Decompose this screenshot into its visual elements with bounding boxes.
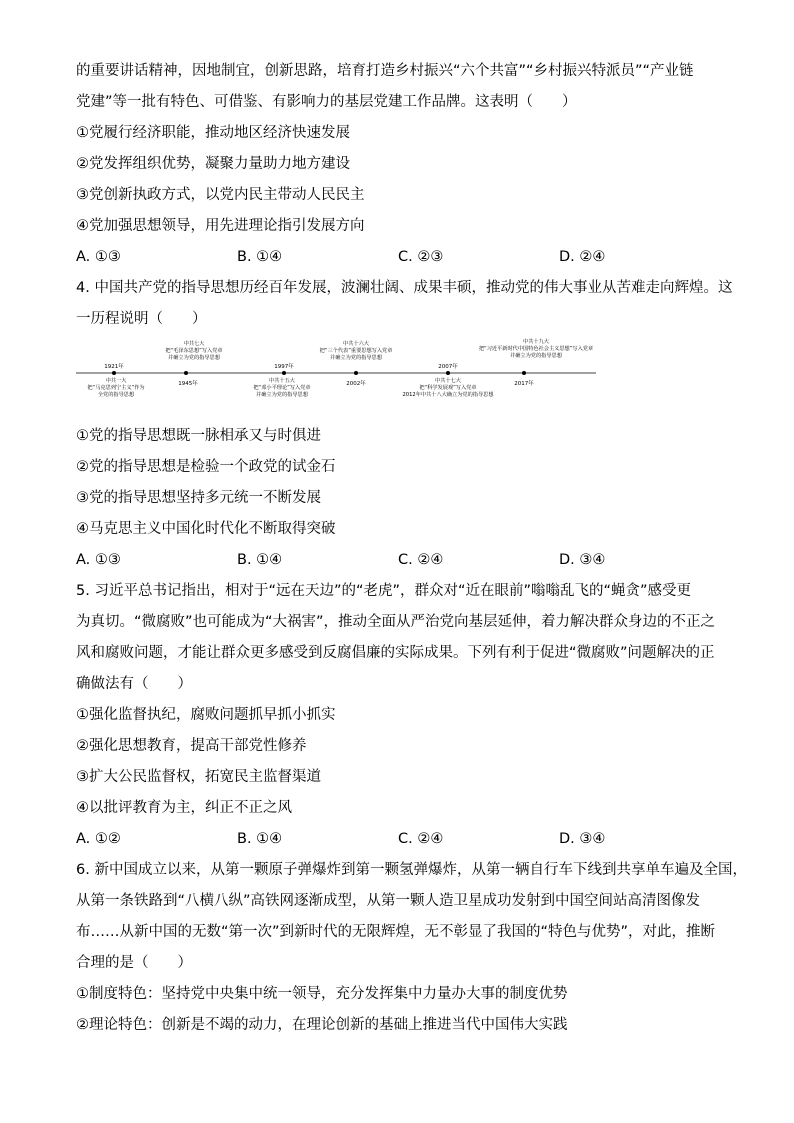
- question-6: [76, 855, 747, 1041]
- question-6-stem-line-2: 从第一条铁路到“八横八纵”高铁网逐渐成型，从第一颗人造卫星成功发射到中国空间站高清图像发: [76, 893, 701, 909]
- event-title: 中共十五大: [269, 378, 295, 384]
- event-desc: 把“科学发展观”写入党章 2012年中共十八大确立为党的指导思想: [402, 385, 494, 398]
- question-4-item-2: ②党的指导思想是检验一个政党的试金石: [76, 459, 336, 475]
- event-title: 中共七大: [183, 341, 205, 347]
- question-3-item-4: ④党加强思想领导，用先进理论指引发展方向: [76, 218, 365, 234]
- question-4-stem-line-2: 一历程说明（ ）: [76, 311, 207, 327]
- option-b[interactable]: B. ①④: [237, 249, 283, 265]
- question-3-item-2: ②党发挥组织优势，凝聚力量助力地方建设: [76, 156, 350, 172]
- option-d[interactable]: D. ②④: [559, 249, 606, 265]
- question-4-item-4: ④马克思主义中国化时代化不断取得突破: [76, 521, 336, 537]
- option-a[interactable]: A. ①③: [76, 552, 121, 568]
- question-3-item-3: ③党创新执政方式，以党内民主带动人民民主: [76, 187, 365, 203]
- question-6-stem-line-1: 6. 新中国成立以来，从第一颗原子弹爆炸到第一颗氢弹爆炸，从第一辆自行车下线到共享单车遍及全国，: [76, 862, 747, 878]
- timeline-event-15th-congress: [253, 378, 310, 399]
- question-5-item-3: ③扩大公民监督权，拓宽民主监督渠道: [76, 769, 321, 785]
- event-title: 中共一大: [105, 378, 127, 384]
- option-a[interactable]: A. ①②: [76, 831, 121, 847]
- option-a[interactable]: A. ①③: [76, 249, 121, 265]
- timeline-event-19th-congress: [479, 339, 593, 360]
- question-5: [76, 576, 726, 855]
- question-4-options: [76, 545, 726, 576]
- party-ideology-timeline: [76, 337, 636, 417]
- timeline-dot-2017: [522, 371, 526, 375]
- timeline-event-7th-congress: [165, 341, 222, 362]
- question-4: [76, 273, 733, 576]
- question-3-options: [76, 242, 726, 273]
- option-d[interactable]: D. ③④: [559, 552, 606, 568]
- timeline-year-2002: 2002年: [346, 381, 366, 387]
- timeline-dot-2007: [446, 371, 450, 375]
- question-4-stem-line-1: 4. 中国共产党的指导思想历经百年发展，波澜壮阔、成果丰硕，推动党的伟大事业从苦难走向辉煌。这: [76, 280, 733, 296]
- event-desc: 把“毛泽东思想”写入党章 并确立为党的指导思想: [165, 348, 223, 361]
- event-desc: 把“邓小平理论”写入党章 并确立为党的指导思想: [253, 385, 311, 398]
- question-3-stem-line-1: 的重要讲话精神，因地制宜，创新思路，培育打造乡村振兴“六个共富”“乡村振兴特派员”“产业链: [76, 63, 694, 79]
- option-c[interactable]: C. ②④: [398, 552, 444, 568]
- question-6-item-1: ①制度特色：坚持党中央集中统一领导，充分发挥集中力量办大事的制度优势: [76, 986, 568, 1002]
- timeline-year-1997: 1997年: [274, 364, 294, 370]
- question-5-stem-line-4: 确做法有（ ）: [76, 676, 192, 692]
- event-desc: 把“三个代表”重要思想写入党章 并确立为党的指导思想: [319, 348, 393, 361]
- event-desc: 把“马克思列宁主义”作为 全党的指导思想: [87, 385, 145, 398]
- timeline-dot-1945: [184, 371, 188, 375]
- timeline-year-2017: 2017年: [514, 381, 534, 387]
- question-6-stem-line-4: 合理的是（ ）: [76, 955, 192, 971]
- option-b[interactable]: B. ①④: [237, 831, 283, 847]
- timeline-year-2007: 2007年: [438, 364, 458, 370]
- option-d[interactable]: D. ③④: [559, 831, 606, 847]
- option-c[interactable]: C. ②④: [398, 831, 444, 847]
- question-5-item-1: ①强化监督执纪，腐败问题抓早抓小抓实: [76, 707, 336, 723]
- option-c[interactable]: C. ②③: [398, 249, 444, 265]
- timeline-dot-2002: [354, 371, 358, 375]
- question-6-item-2: ②理论特色：创新是不竭的动力，在理论创新的基础上推进当代中国伟大实践: [76, 1017, 568, 1033]
- question-3-item-1: ①党履行经济职能，推动地区经济快速发展: [76, 125, 350, 141]
- question-3-stem-line-2: 党建”等一批有特色、可借鉴、有影响力的基层党建工作品牌。这表明（ ）: [76, 94, 577, 110]
- timeline-event-1st-congress: [87, 378, 144, 399]
- exam-page: [76, 56, 747, 1041]
- timeline-year-1921: 1921年: [104, 364, 124, 370]
- question-4-item-3: ③党的指导思想坚持多元统一不断发展: [76, 490, 321, 506]
- timeline-dot-1921: [112, 371, 116, 375]
- question-5-item-4: ④以批评教育为主，纠正不正之风: [76, 800, 292, 816]
- question-5-item-2: ②强化思想教育，提高干部党性修养: [76, 738, 307, 754]
- timeline-year-1945: 1945年: [178, 381, 198, 387]
- event-title: 中共十九大: [523, 339, 549, 345]
- timeline-event-17th-congress: [402, 378, 493, 399]
- question-5-stem-line-1: 5. 习近平总书记指出，相对于“远在天边”的“老虎”，群众对“近在眼前”嗡嗡乱飞的“蝇贪”感受更: [76, 583, 692, 599]
- event-title: 中共十六大: [343, 341, 369, 347]
- question-6-stem-line-3: 布……从新中国的无数“第一次”到新时代的无限辉煌，无不彰显了我国的“特色与优势”，对此，推断: [76, 924, 716, 940]
- option-b[interactable]: B. ①④: [237, 552, 283, 568]
- question-5-stem-line-2: 为真切。“微腐败”也可能成为“大祸害”，推动全面从严治党向基层延伸，着力解决群众身边的不正之: [76, 614, 716, 630]
- question-3: [76, 56, 726, 273]
- event-title: 中共十七大: [435, 378, 461, 384]
- event-desc: 把“习近平新时代中国特色社会主义思想”写入党章 并确立为党的指导思想: [478, 346, 594, 359]
- timeline-dot-1997: [282, 371, 286, 375]
- question-5-options: [76, 824, 726, 855]
- question-4-item-1: ①党的指导思想既一脉相承又与时俱进: [76, 428, 321, 444]
- question-5-stem-line-3: 风和腐败问题，才能让群众更多感受到反腐倡廉的实际成果。下列有利于促进“微腐败”问题解决的正: [76, 645, 715, 661]
- timeline-event-16th-congress: [320, 341, 393, 362]
